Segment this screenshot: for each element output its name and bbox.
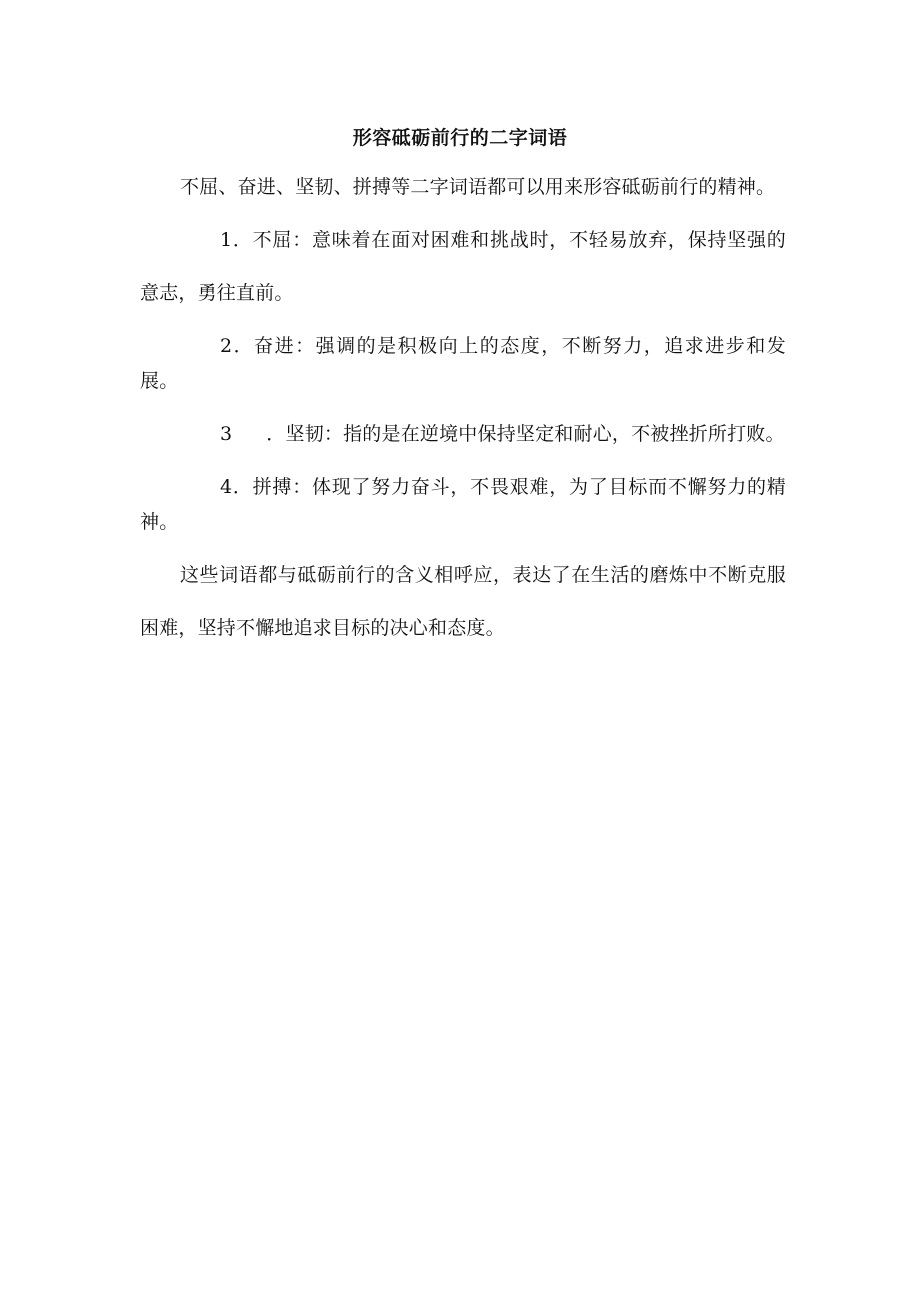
item-number: 1: [220, 229, 233, 251]
list-item-3: [140, 417, 786, 452]
item-text: ．拼搏：体现了努力奋斗，不畏艰难，为了目标而不懈努力的精神。: [140, 476, 786, 533]
document-body: [140, 170, 786, 664]
list-item-2: [140, 329, 786, 399]
document-title: 形容砥砺前行的二字词语: [352, 127, 568, 149]
list-item-4: [140, 470, 786, 540]
item-text: ．坚韧：指的是在逆境中保持坚定和耐心，不被挫折所打败。: [266, 423, 785, 445]
intro-paragraph: 不屈、奋进、坚韧、拼搏等二字词语都可以用来形容砥砺前行的精神。: [180, 176, 776, 198]
conclusion-paragraph: 这些词语都与砥砺前行的含义相呼应，表达了在生活的磨炼中不断克服困难，坚持不懈地追求目标的决心和态度。: [140, 564, 786, 639]
list-item-1: [140, 214, 786, 320]
item-text: ．奋进：强调的是积极向上的态度，不断努力，追求进步和发展。: [140, 335, 786, 392]
item-number: 3: [220, 423, 233, 445]
item-number: 2: [220, 335, 233, 357]
item-text: ．不屈：意味着在面对困难和挑战时，不轻易放弃，保持坚强的意志，勇往直前。: [140, 229, 786, 304]
item-number: 4: [220, 476, 233, 498]
